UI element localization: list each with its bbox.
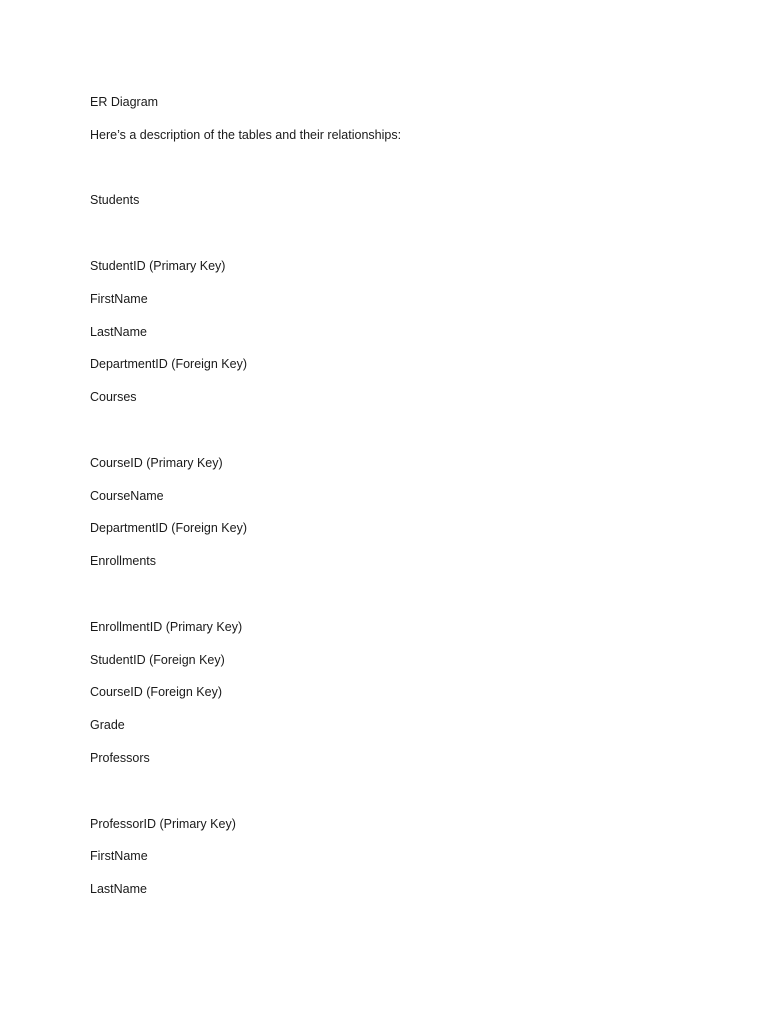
field-item: ProfessorID (Primary Key) [90, 816, 236, 831]
field-item: Grade [90, 718, 125, 733]
table-heading-enrollments: Enrollments [90, 554, 156, 569]
field-item: CourseID (Primary Key) [90, 455, 223, 470]
field-item: EnrollmentID (Primary Key) [90, 619, 243, 634]
document-title: ER Diagram [90, 95, 159, 109]
blank-line [90, 224, 690, 257]
blank-line [90, 159, 690, 192]
document-intro: Here’s a description of the tables and their relationships: [90, 127, 402, 142]
document-body [90, 93, 690, 913]
blank-line [90, 782, 690, 815]
field-item: FirstName [90, 849, 148, 864]
field-item: LastName [90, 882, 147, 897]
table-heading-courses: Courses [90, 390, 137, 405]
field-item: StudentID (Primary Key) [90, 258, 226, 273]
table-heading-students: Students [90, 193, 140, 208]
table-heading-professors: Professors [90, 750, 150, 765]
field-item: DepartmentID (Foreign Key) [90, 357, 248, 372]
field-item: StudentID (Foreign Key) [90, 652, 225, 667]
field-item: FirstName [90, 291, 148, 306]
field-item: DepartmentID (Foreign Key) [90, 521, 248, 536]
field-item: CourseName [90, 488, 164, 503]
blank-line [90, 421, 690, 454]
field-item: LastName [90, 324, 147, 339]
blank-line [90, 585, 690, 618]
field-item: CourseID (Foreign Key) [90, 685, 222, 700]
